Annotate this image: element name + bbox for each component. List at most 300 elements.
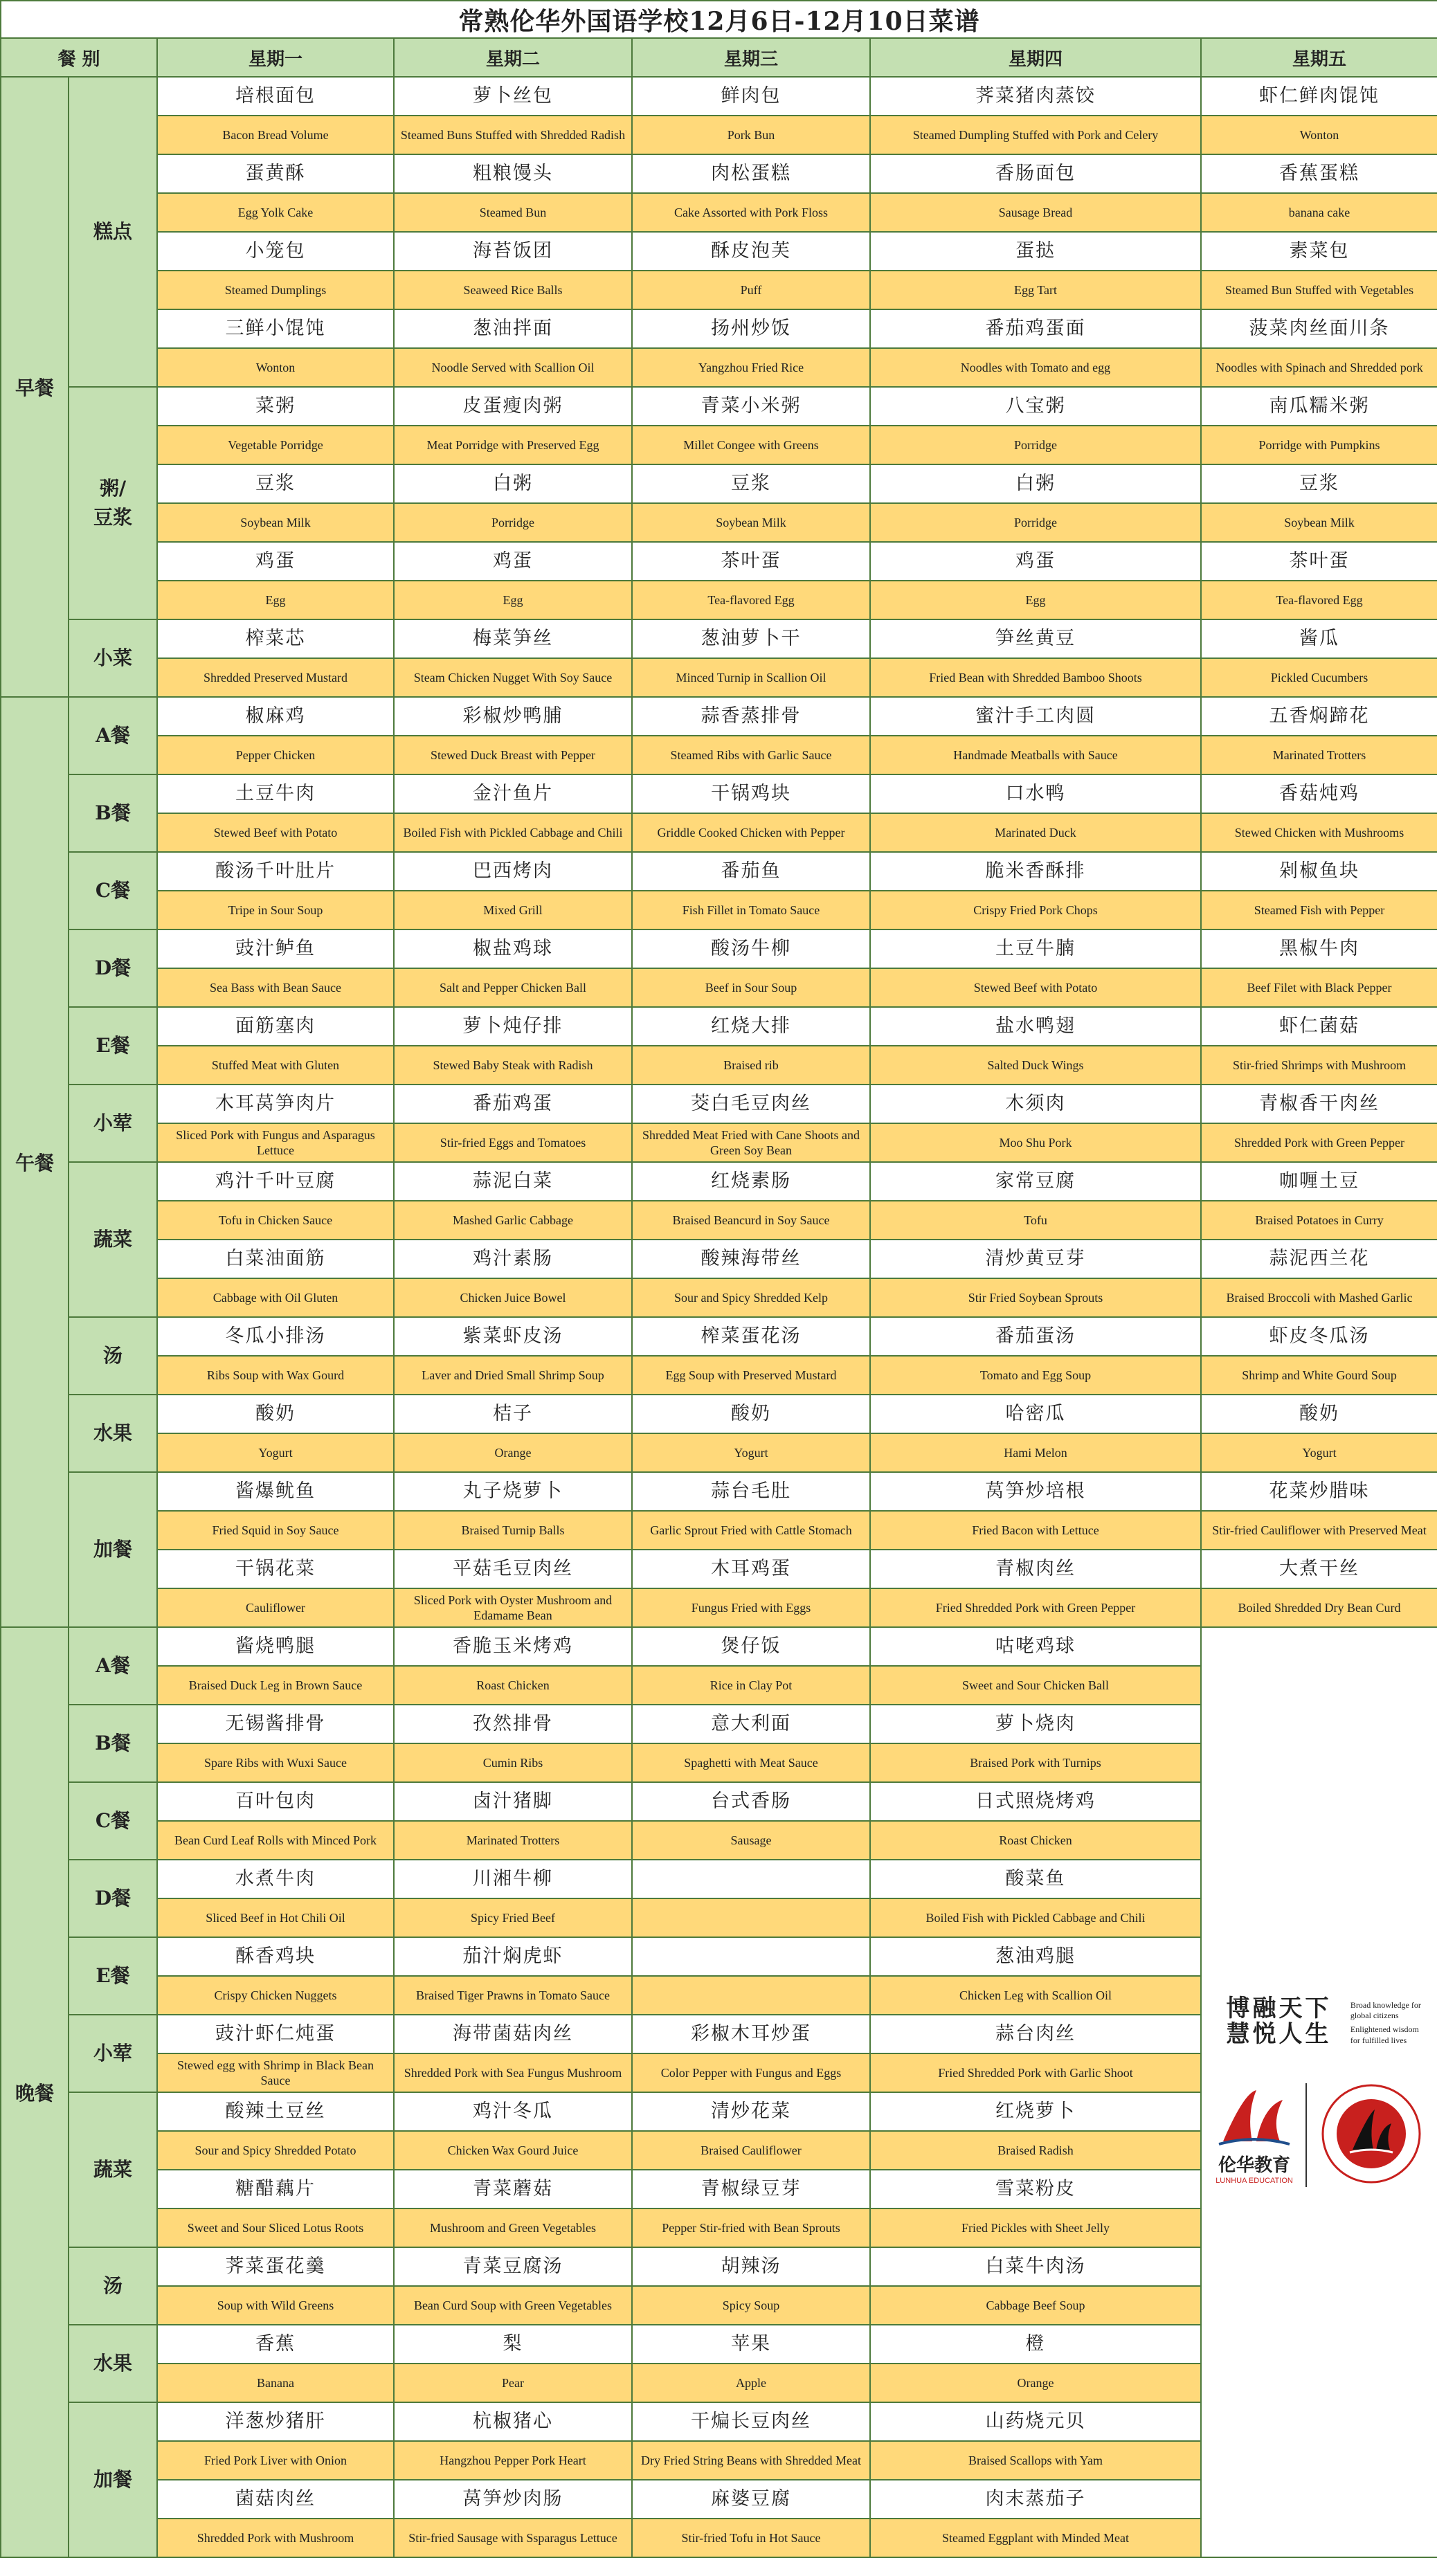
dish-name: 菜粥 bbox=[157, 387, 394, 426]
dish-name-english: Braised Turnip Balls bbox=[394, 1511, 632, 1550]
dish-name-english: Shredded Pork with Green Pepper bbox=[1201, 1123, 1437, 1162]
dish-name: 哈密瓜 bbox=[870, 1395, 1201, 1433]
dish-row-english bbox=[1, 1511, 1437, 1550]
dish-name-english: Mushroom and Green Vegetables bbox=[394, 2208, 632, 2247]
dish-name: 紫菜虾皮汤 bbox=[394, 1317, 632, 1356]
dish-name: 红烧素肠 bbox=[632, 1162, 870, 1201]
dish-name-english: Pepper Stir-fried with Bean Sprouts bbox=[632, 2208, 870, 2247]
dish-name: 酸汤千叶肚片 bbox=[157, 852, 394, 891]
dish-name: 蒜泥白菜 bbox=[394, 1162, 632, 1201]
dish-name: 木须肉 bbox=[870, 1085, 1201, 1123]
dish-name-english: Fried Bacon with Lettuce bbox=[870, 1511, 1201, 1550]
dish-name: 川湘牛柳 bbox=[394, 1860, 632, 1898]
header-day: 星期三 bbox=[632, 38, 870, 77]
dish-name: 粗粮馒头 bbox=[394, 154, 632, 193]
dish-name: 土豆牛腩 bbox=[870, 929, 1201, 968]
dish-name-english: Handmade Meatballs with Sauce bbox=[870, 736, 1201, 774]
dish-name-english: Egg bbox=[870, 581, 1201, 619]
dish-name-english: Braised Tiger Prawns in Tomato Sauce bbox=[394, 1976, 632, 2015]
dish-name-english: Noodles with Spinach and Shredded pork bbox=[1201, 348, 1437, 387]
dish-name-english: Fish Fillet in Tomato Sauce bbox=[632, 891, 870, 929]
dish-name: 彩椒木耳炒蛋 bbox=[632, 2015, 870, 2053]
branding-panel bbox=[1201, 1627, 1437, 2557]
dish-row-chinese bbox=[1, 387, 1437, 426]
dish-name: 清炒花菜 bbox=[632, 2092, 870, 2131]
category-label: 粥/ 豆浆 bbox=[69, 387, 157, 619]
dish-name-english: Apple bbox=[632, 2364, 870, 2402]
logo-divider bbox=[1305, 2083, 1307, 2187]
dish-name: 青菜小米粥 bbox=[632, 387, 870, 426]
dish-row-chinese bbox=[1, 619, 1437, 658]
dish-name: 椒盐鸡球 bbox=[394, 929, 632, 968]
dish-name-english: Tripe in Sour Soup bbox=[157, 891, 394, 929]
dish-name-english: Boiled Fish with Pickled Cabbage and Chili bbox=[870, 1898, 1201, 1937]
dish-name: 白粥 bbox=[394, 464, 632, 503]
dish-name-english: Fried Shredded Pork with Garlic Shoot bbox=[870, 2053, 1201, 2092]
dish-row-english bbox=[1, 1123, 1437, 1162]
dish-name: 茭白毛豆肉丝 bbox=[632, 1085, 870, 1123]
dish-name: 蒜台肉丝 bbox=[870, 2015, 1201, 2053]
dish-row-english bbox=[1, 1278, 1437, 1317]
dish-row-english bbox=[1, 1356, 1437, 1395]
dish-name: 香菇炖鸡 bbox=[1201, 774, 1437, 813]
dish-row-chinese bbox=[1, 1085, 1437, 1123]
category-label: 加餐 bbox=[69, 1472, 157, 1627]
dish-name: 大煮干丝 bbox=[1201, 1550, 1437, 1588]
dish-name: 酸辣土豆丝 bbox=[157, 2092, 394, 2131]
dish-name-english: Braised Pork with Turnips bbox=[870, 1743, 1201, 1782]
dish-name: 水煮牛肉 bbox=[157, 1860, 394, 1898]
dish-name-english: Sour and Spicy Shredded Kelp bbox=[632, 1278, 870, 1317]
dish-name-english: Tea-flavored Egg bbox=[1201, 581, 1437, 619]
dish-name: 青菜豆腐汤 bbox=[394, 2247, 632, 2286]
dish-name: 咕咾鸡球 bbox=[870, 1627, 1201, 1666]
dish-name-english: Stir-fried Eggs and Tomatoes bbox=[394, 1123, 632, 1162]
dish-name-english: Steamed Buns Stuffed with Shredded Radish bbox=[394, 116, 632, 154]
dish-name-english: Sweet and Sour Sliced Lotus Roots bbox=[157, 2208, 394, 2247]
dish-row-chinese bbox=[1, 1007, 1437, 1046]
dish-name-english: Braised Broccoli with Mashed Garlic bbox=[1201, 1278, 1437, 1317]
dish-name-english bbox=[632, 1898, 870, 1937]
category-label: 汤 bbox=[69, 2247, 157, 2325]
dish-name-english: Braised Duck Leg in Brown Sauce bbox=[157, 1666, 394, 1705]
dish-name: 菌菇肉丝 bbox=[157, 2480, 394, 2519]
dish-name-english: Moo Shu Pork bbox=[870, 1123, 1201, 1162]
dish-name-english: Fried Bean with Shredded Bamboo Shoots bbox=[870, 658, 1201, 697]
dish-name-english: Stir-fried Sausage with Ssparagus Lettuce bbox=[394, 2519, 632, 2557]
dish-name: 蒜台毛肚 bbox=[632, 1472, 870, 1511]
category-label: B餐 bbox=[69, 1705, 157, 1782]
dish-name-english: Rice in Clay Pot bbox=[632, 1666, 870, 1705]
dish-name-english: Color Pepper with Fungus and Eggs bbox=[632, 2053, 870, 2092]
category-label: 水果 bbox=[69, 1395, 157, 1472]
dish-name-english: Salt and Pepper Chicken Ball bbox=[394, 968, 632, 1007]
dish-name-english: Steamed Ribs with Garlic Sauce bbox=[632, 736, 870, 774]
dish-name: 椒麻鸡 bbox=[157, 697, 394, 736]
dish-row-chinese bbox=[1, 697, 1437, 736]
dish-name-english: Steamed Dumpling Stuffed with Pork and Celery bbox=[870, 116, 1201, 154]
dish-name: 海苔饭团 bbox=[394, 232, 632, 271]
dish-name: 香蕉蛋糕 bbox=[1201, 154, 1437, 193]
dish-name-english: Shredded Pork with Sea Fungus Mushroom bbox=[394, 2053, 632, 2092]
dish-name: 酱爆鱿鱼 bbox=[157, 1472, 394, 1511]
dish-name-english: Noodles with Tomato and egg bbox=[870, 348, 1201, 387]
dish-name-english: Porridge with Pumpkins bbox=[1201, 426, 1437, 464]
dish-name-english: Shredded Meat Fried with Cane Shoots and Green Soy Bean bbox=[632, 1123, 870, 1162]
motto-english-2: Enlightened wisdom for fulfilled lives bbox=[1350, 2024, 1419, 2045]
dish-name-english: Porridge bbox=[870, 503, 1201, 542]
header-day: 星期一 bbox=[157, 38, 394, 77]
dish-name-english: Steamed Fish with Pepper bbox=[1201, 891, 1437, 929]
dish-name: 八宝粥 bbox=[870, 387, 1201, 426]
brand-english: LUNHUA EDUCATION bbox=[1215, 2176, 1293, 2185]
dish-row-chinese bbox=[1, 1472, 1437, 1511]
dish-name: 平菇毛豆肉丝 bbox=[394, 1550, 632, 1588]
dish-name: 鸡汁素肠 bbox=[394, 1240, 632, 1278]
dish-name: 青椒香干肉丝 bbox=[1201, 1085, 1437, 1123]
dish-name: 鸡汁千叶豆腐 bbox=[157, 1162, 394, 1201]
dish-name-english: Hangzhou Pepper Pork Heart bbox=[394, 2441, 632, 2480]
dish-name-english: Braised Cauliflower bbox=[632, 2131, 870, 2170]
dish-name-english: Cabbage with Oil Gluten bbox=[157, 1278, 394, 1317]
category-label: D餐 bbox=[69, 1860, 157, 1937]
dish-name-english: Shredded Pork with Mushroom bbox=[157, 2519, 394, 2557]
dish-name-english: Dry Fried String Beans with Shredded Meat bbox=[632, 2441, 870, 2480]
dish-row-chinese bbox=[1, 1240, 1437, 1278]
category-label: E餐 bbox=[69, 1007, 157, 1085]
dish-name: 茶叶蛋 bbox=[632, 542, 870, 581]
dish-name-english: Stir-fried Shrimps with Mushroom bbox=[1201, 1046, 1437, 1085]
dish-row-english bbox=[1, 968, 1437, 1007]
dish-name: 杭椒猪心 bbox=[394, 2402, 632, 2441]
dish-name: 蛋黄酥 bbox=[157, 154, 394, 193]
dish-name-english: Crispy Fried Pork Chops bbox=[870, 891, 1201, 929]
dish-name: 扬州炒饭 bbox=[632, 309, 870, 348]
dish-name-english: Orange bbox=[394, 1433, 632, 1472]
dish-name-english: Steam Chicken Nugget With Soy Sauce bbox=[394, 658, 632, 697]
category-label: 小荤 bbox=[69, 1085, 157, 1162]
dish-row-chinese bbox=[1, 1395, 1437, 1433]
dish-name: 荠菜蛋花羹 bbox=[157, 2247, 394, 2286]
dish-name-english: Tofu bbox=[870, 1201, 1201, 1240]
dish-name-english: Beef Filet with Black Pepper bbox=[1201, 968, 1437, 1007]
dish-name-english: Stewed Chicken with Mushrooms bbox=[1201, 813, 1437, 852]
dish-row-chinese bbox=[1, 1317, 1437, 1356]
title-row bbox=[1, 1, 1437, 38]
dish-name: 荠菜猪肉蒸饺 bbox=[870, 77, 1201, 116]
dish-name-english: Marinated Trotters bbox=[394, 1821, 632, 1860]
dish-name-english: Ribs Soup with Wax Gourd bbox=[157, 1356, 394, 1395]
dish-name: 培根面包 bbox=[157, 77, 394, 116]
dish-name: 番茄鸡蛋 bbox=[394, 1085, 632, 1123]
dish-name-english: Pear bbox=[394, 2364, 632, 2402]
dish-name: 菠菜肉丝面川条 bbox=[1201, 309, 1437, 348]
dish-name-english: Sea Bass with Bean Sauce bbox=[157, 968, 394, 1007]
dish-name: 白菜牛肉汤 bbox=[870, 2247, 1201, 2286]
dish-name: 鸡蛋 bbox=[870, 542, 1201, 581]
dish-row-english bbox=[1, 426, 1437, 464]
dish-name: 皮蛋瘦肉粥 bbox=[394, 387, 632, 426]
dish-name-english: Stuffed Meat with Gluten bbox=[157, 1046, 394, 1085]
dish-name-english: Egg bbox=[394, 581, 632, 619]
dish-name-english: Marinated Duck bbox=[870, 813, 1201, 852]
dish-name: 豆浆 bbox=[1201, 464, 1437, 503]
category-label: 水果 bbox=[69, 2325, 157, 2402]
dish-name-english: Sausage Bread bbox=[870, 193, 1201, 232]
dish-name-english: Cumin Ribs bbox=[394, 1743, 632, 1782]
dish-name-english: Stewed Beef with Potato bbox=[157, 813, 394, 852]
dish-name-english: Laver and Dried Small Shrimp Soup bbox=[394, 1356, 632, 1395]
dish-name-english: Roast Chicken bbox=[870, 1821, 1201, 1860]
dish-name bbox=[632, 1937, 870, 1976]
dish-name: 巴西烤肉 bbox=[394, 852, 632, 891]
dish-name: 咖喱土豆 bbox=[1201, 1162, 1437, 1201]
dish-name: 橙 bbox=[870, 2325, 1201, 2364]
dish-name: 洋葱炒猪肝 bbox=[157, 2402, 394, 2441]
dish-row-chinese bbox=[1, 77, 1437, 116]
menu-body bbox=[1, 1, 1437, 2557]
dish-name-english: Pork Bun bbox=[632, 116, 870, 154]
dish-name-english: Hami Melon bbox=[870, 1433, 1201, 1472]
dish-name: 茄汁焖虎虾 bbox=[394, 1937, 632, 1976]
dish-name-english: Sliced Beef in Hot Chili Oil bbox=[157, 1898, 394, 1937]
dish-name: 面筋塞肉 bbox=[157, 1007, 394, 1046]
dish-row-english bbox=[1, 891, 1437, 929]
category-label: C餐 bbox=[69, 1782, 157, 1860]
dish-name: 青菜蘑菇 bbox=[394, 2170, 632, 2208]
dish-name: 榨菜蛋花汤 bbox=[632, 1317, 870, 1356]
dish-name-english: Sliced Pork with Fungus and Asparagus Lettuce bbox=[157, 1123, 394, 1162]
dish-name-english: Spare Ribs with Wuxi Sauce bbox=[157, 1743, 394, 1782]
dish-row-english bbox=[1, 581, 1437, 619]
dish-name: 胡辣汤 bbox=[632, 2247, 870, 2286]
lunhua-logo bbox=[1215, 2086, 1293, 2185]
dish-row-english bbox=[1, 1433, 1437, 1472]
dish-name: 山药烧元贝 bbox=[870, 2402, 1201, 2441]
dish-name: 豆浆 bbox=[157, 464, 394, 503]
dish-name: 口水鸭 bbox=[870, 774, 1201, 813]
dish-name-english: Braised Radish bbox=[870, 2131, 1201, 2170]
dish-name-english: Stir Fried Soybean Sprouts bbox=[870, 1278, 1201, 1317]
dish-row-english bbox=[1, 658, 1437, 697]
dish-name: 木耳鸡蛋 bbox=[632, 1550, 870, 1588]
dish-name: 无锡酱排骨 bbox=[157, 1705, 394, 1743]
dish-name: 糖醋藕片 bbox=[157, 2170, 394, 2208]
dish-name-english: Fungus Fried with Eggs bbox=[632, 1588, 870, 1627]
dish-name-english: Pepper Chicken bbox=[157, 736, 394, 774]
dish-row-chinese bbox=[1, 1627, 1437, 1666]
dish-name-english: Tomato and Egg Soup bbox=[870, 1356, 1201, 1395]
dish-name-english: Roast Chicken bbox=[394, 1666, 632, 1705]
category-label: 加餐 bbox=[69, 2402, 157, 2557]
category-label: 小菜 bbox=[69, 619, 157, 697]
dish-name: 豉汁虾仁炖蛋 bbox=[157, 2015, 394, 2053]
dish-name: 三鲜小馄饨 bbox=[157, 309, 394, 348]
dish-name-english: Spicy Fried Beef bbox=[394, 1898, 632, 1937]
dish-row-english bbox=[1, 193, 1437, 232]
dish-name-english: banana cake bbox=[1201, 193, 1437, 232]
dish-name-english: Cake Assorted with Pork Floss bbox=[632, 193, 870, 232]
dish-name: 素菜包 bbox=[1201, 232, 1437, 271]
category-label: 蔬菜 bbox=[69, 1162, 157, 1317]
dish-name: 红烧萝卜 bbox=[870, 2092, 1201, 2131]
category-label: D餐 bbox=[69, 929, 157, 1007]
meal-label: 早餐 bbox=[1, 77, 69, 697]
dish-name-english: Bean Curd Soup with Green Vegetables bbox=[394, 2286, 632, 2325]
dish-name-english: Yangzhou Fried Rice bbox=[632, 348, 870, 387]
dish-name: 酥皮泡芙 bbox=[632, 232, 870, 271]
dish-name-english: Chicken Juice Bowel bbox=[394, 1278, 632, 1317]
dish-row-chinese bbox=[1, 154, 1437, 193]
dish-name: 酸奶 bbox=[1201, 1395, 1437, 1433]
dish-name: 酸奶 bbox=[632, 1395, 870, 1433]
dish-name: 黑椒牛肉 bbox=[1201, 929, 1437, 968]
dish-name-english: Garlic Sprout Fried with Cattle Stomach bbox=[632, 1511, 870, 1550]
dish-name-english: Fried Shredded Pork with Green Pepper bbox=[870, 1588, 1201, 1627]
dish-name: 梅菜笋丝 bbox=[394, 619, 632, 658]
dish-name-english: Yogurt bbox=[157, 1433, 394, 1472]
dish-name-english: Steamed Bun bbox=[394, 193, 632, 232]
dish-name: 冬瓜小排汤 bbox=[157, 1317, 394, 1356]
dish-row-chinese bbox=[1, 542, 1437, 581]
dish-name: 豉汁鲈鱼 bbox=[157, 929, 394, 968]
dish-name: 番茄鸡蛋面 bbox=[870, 309, 1201, 348]
dish-name: 虾仁菌菇 bbox=[1201, 1007, 1437, 1046]
dish-row-english bbox=[1, 1588, 1437, 1627]
dish-name-english: Fried Squid in Soy Sauce bbox=[157, 1511, 394, 1550]
dish-name-english: Millet Congee with Greens bbox=[632, 426, 870, 464]
dish-name-english: Sausage bbox=[632, 1821, 870, 1860]
dish-name: 日式照烧烤鸡 bbox=[870, 1782, 1201, 1821]
dish-name: 彩椒炒鸭脯 bbox=[394, 697, 632, 736]
dish-name-english: Soybean Milk bbox=[1201, 503, 1437, 542]
dish-name: 丸子烧萝卜 bbox=[394, 1472, 632, 1511]
dish-name-english: Stir-fried Tofu in Hot Sauce bbox=[632, 2519, 870, 2557]
dish-name: 梨 bbox=[394, 2325, 632, 2364]
dish-name bbox=[632, 1860, 870, 1898]
dish-name-english: Tofu in Chicken Sauce bbox=[157, 1201, 394, 1240]
dish-name-english: Steamed Bun Stuffed with Vegetables bbox=[1201, 271, 1437, 309]
dish-name: 孜然排骨 bbox=[394, 1705, 632, 1743]
dish-name-english: Stewed Beef with Potato bbox=[870, 968, 1201, 1007]
dish-name: 香蕉 bbox=[157, 2325, 394, 2364]
dish-name: 台式香肠 bbox=[632, 1782, 870, 1821]
dish-name: 土豆牛肉 bbox=[157, 774, 394, 813]
brand-chinese: 伦华教育 bbox=[1218, 2155, 1291, 2176]
dish-name-english: Stewed Baby Steak with Radish bbox=[394, 1046, 632, 1085]
category-label: 糕点 bbox=[69, 77, 157, 387]
dish-name: 南瓜糯米粥 bbox=[1201, 387, 1437, 426]
category-label: 汤 bbox=[69, 1317, 157, 1395]
dish-name: 虾皮冬瓜汤 bbox=[1201, 1317, 1437, 1356]
dish-row-english bbox=[1, 1046, 1437, 1085]
dish-name: 蒜泥西兰花 bbox=[1201, 1240, 1437, 1278]
dish-name-english: Minced Turnip in Scallion Oil bbox=[632, 658, 870, 697]
dish-row-english bbox=[1, 503, 1437, 542]
dish-name: 木耳莴笋肉片 bbox=[157, 1085, 394, 1123]
dish-name-english: Noodle Served with Scallion Oil bbox=[394, 348, 632, 387]
dish-name-english: Stewed egg with Shrimp in Black Bean Sauce bbox=[157, 2053, 394, 2092]
dish-name: 青椒绿豆芽 bbox=[632, 2170, 870, 2208]
dish-name: 脆米香酥排 bbox=[870, 852, 1201, 891]
dish-name: 剁椒鱼块 bbox=[1201, 852, 1437, 891]
dish-name-english: Marinated Trotters bbox=[1201, 736, 1437, 774]
dish-name: 肉末蒸茄子 bbox=[870, 2480, 1201, 2519]
dish-name: 蜜汁手工肉圆 bbox=[870, 697, 1201, 736]
school-seal-icon bbox=[1319, 2082, 1423, 2186]
dish-row-english bbox=[1, 271, 1437, 309]
dish-name-english: Beef in Sour Soup bbox=[632, 968, 870, 1007]
dish-name-english: Orange bbox=[870, 2364, 1201, 2402]
dish-name-english: Mashed Garlic Cabbage bbox=[394, 1201, 632, 1240]
dish-name: 家常豆腐 bbox=[870, 1162, 1201, 1201]
dish-name-english: Mixed Grill bbox=[394, 891, 632, 929]
dish-name-english: Braised Scallops with Yam bbox=[870, 2441, 1201, 2480]
dish-name: 萝卜炖仔排 bbox=[394, 1007, 632, 1046]
dish-name-english: Boiled Fish with Pickled Cabbage and Chili bbox=[394, 813, 632, 852]
dish-name-english: Stir-fried Cauliflower with Preserved Meat bbox=[1201, 1511, 1437, 1550]
dish-name: 萝卜烧肉 bbox=[870, 1705, 1201, 1743]
dish-name: 肉松蛋糕 bbox=[632, 154, 870, 193]
dish-name: 煲仔饭 bbox=[632, 1627, 870, 1666]
dish-name: 百叶包肉 bbox=[157, 1782, 394, 1821]
dish-name: 雪菜粉皮 bbox=[870, 2170, 1201, 2208]
dish-name: 鸡汁冬瓜 bbox=[394, 2092, 632, 2131]
dish-name: 鲜肉包 bbox=[632, 77, 870, 116]
dish-name: 桔子 bbox=[394, 1395, 632, 1433]
dish-row-chinese bbox=[1, 232, 1437, 271]
dish-name-english: Wonton bbox=[157, 348, 394, 387]
dish-name-english: Boiled Shredded Dry Bean Curd bbox=[1201, 1588, 1437, 1627]
school-seal bbox=[1319, 2082, 1423, 2188]
dish-name-english: Sweet and Sour Chicken Ball bbox=[870, 1666, 1201, 1705]
dish-name: 番茄蛋汤 bbox=[870, 1317, 1201, 1356]
dish-name: 葱油鸡腿 bbox=[870, 1937, 1201, 1976]
dish-name-english bbox=[632, 1976, 870, 2015]
dish-name: 白菜油面筋 bbox=[157, 1240, 394, 1278]
category-label: B餐 bbox=[69, 774, 157, 852]
dish-name: 酥香鸡块 bbox=[157, 1937, 394, 1976]
dish-name-english: Steamed Dumplings bbox=[157, 271, 394, 309]
dish-name-english: Spaghetti with Meat Sauce bbox=[632, 1743, 870, 1782]
dish-name-english: Cabbage Beef Soup bbox=[870, 2286, 1201, 2325]
dish-name: 蛋挞 bbox=[870, 232, 1201, 271]
dish-name-english: Egg Soup with Preserved Mustard bbox=[632, 1356, 870, 1395]
school-motto bbox=[1206, 1996, 1433, 2048]
dish-name: 酱烧鸭腿 bbox=[157, 1627, 394, 1666]
dish-name-english: Soup with Wild Greens bbox=[157, 2286, 394, 2325]
dish-name: 酸辣海带丝 bbox=[632, 1240, 870, 1278]
category-label: C餐 bbox=[69, 852, 157, 929]
dish-name-english: Banana bbox=[157, 2364, 394, 2402]
dish-row-chinese bbox=[1, 309, 1437, 348]
dish-name: 葱油拌面 bbox=[394, 309, 632, 348]
dish-name: 酸汤牛柳 bbox=[632, 929, 870, 968]
dish-row-english bbox=[1, 813, 1437, 852]
dish-name: 萝卜丝包 bbox=[394, 77, 632, 116]
dish-name-english: Porridge bbox=[870, 426, 1201, 464]
dish-row-chinese bbox=[1, 1550, 1437, 1588]
dish-name: 豆浆 bbox=[632, 464, 870, 503]
dish-name: 苹果 bbox=[632, 2325, 870, 2364]
dish-name-english: Sour and Spicy Shredded Potato bbox=[157, 2131, 394, 2170]
meal-label: 晚餐 bbox=[1, 1627, 69, 2557]
dish-name-english: Soybean Milk bbox=[157, 503, 394, 542]
dish-name: 茶叶蛋 bbox=[1201, 542, 1437, 581]
dish-row-chinese bbox=[1, 852, 1437, 891]
dish-name: 红烧大排 bbox=[632, 1007, 870, 1046]
dish-name: 香肠面包 bbox=[870, 154, 1201, 193]
